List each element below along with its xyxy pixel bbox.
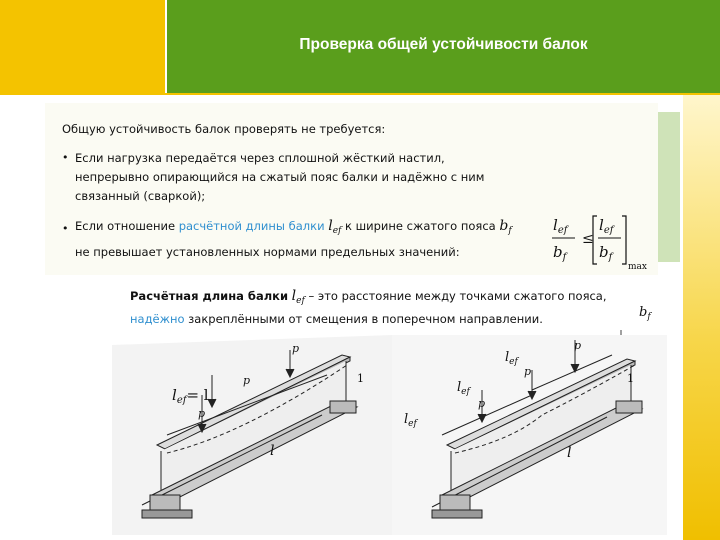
bullet1-line3: связанный (сваркой); xyxy=(75,189,206,203)
definition-text-b: закреплёнными от смещения в поперечном направлении. xyxy=(184,312,543,326)
bf-symbol: $b_f$ xyxy=(499,218,512,236)
bullet1-line1: Если нагрузка передаётся через сплошной жёсткий настил, xyxy=(75,151,445,165)
svg-text:bf: $b_f$ xyxy=(599,243,613,263)
svg-text:≤: ≤ xyxy=(582,231,594,247)
svg-text:p: p xyxy=(198,407,206,420)
definition-line2 xyxy=(130,312,543,326)
svg-text:p: p xyxy=(292,342,300,355)
svg-text:lef= l: $l_{ef}= l$ xyxy=(172,386,209,406)
page-title: Проверка общей устойчивости балок xyxy=(299,36,588,53)
svg-text:1: 1 xyxy=(357,372,364,385)
lef-symbol: $l_{ef}$ xyxy=(291,288,305,306)
header-divider xyxy=(0,93,720,95)
beam-left xyxy=(112,335,392,535)
bullet2-text-b: к ширине сжатого пояса xyxy=(341,219,500,233)
svg-text:p: p xyxy=(478,397,486,410)
svg-text:lef: $l_{ef}$ xyxy=(553,216,568,236)
definition-term: Расчётная длина балки xyxy=(130,289,289,303)
header-accent-block xyxy=(0,0,165,93)
side-gradient-stripe xyxy=(683,95,720,540)
lef-symbol: $l_{ef}$ xyxy=(328,218,342,236)
svg-text:l: l xyxy=(270,443,275,459)
svg-text:lef: $l_{ef}$ xyxy=(599,216,614,236)
svg-text:lef: $l_{ef}$ xyxy=(404,412,417,429)
bullet2-line1 xyxy=(75,218,512,236)
svg-text:bf: $b_f$ xyxy=(639,305,651,322)
reliably-link[interactable]: надёжно xyxy=(130,312,185,326)
svg-text:max: max xyxy=(628,262,647,272)
bullet1-line2: непрерывно опирающийся на сжатый пояс балки и надёжно с ним xyxy=(75,170,485,184)
definition-line1 xyxy=(130,288,607,306)
svg-text:l: l xyxy=(567,445,572,461)
intro-text: Общую устойчивость балок проверять не требуется: xyxy=(62,122,386,136)
svg-text:1: 1 xyxy=(627,372,634,385)
bullet2-text-a: Если отношение xyxy=(75,219,179,233)
bullet-marker: • xyxy=(62,151,69,164)
calc-length-link[interactable]: расчётной длины балки xyxy=(178,219,325,233)
svg-text:p: p xyxy=(243,374,251,387)
svg-text:bf: $b_f$ xyxy=(553,243,567,263)
svg-text:p: p xyxy=(524,365,532,378)
svg-text:lef: $l_{ef}$ xyxy=(457,380,470,397)
bullet2-line2: не превышает установленных нормами предельных значений: xyxy=(75,245,460,259)
stability-formula xyxy=(549,210,659,272)
header-bar xyxy=(167,0,720,93)
svg-text:lef: $l_{ef}$ xyxy=(505,350,518,367)
bullet-marker: • xyxy=(62,222,69,235)
beam-diagram xyxy=(112,335,667,535)
svg-text:p: p xyxy=(574,339,582,352)
definition-text-a: – это расстояние между точками сжатого пояса, xyxy=(304,289,607,303)
